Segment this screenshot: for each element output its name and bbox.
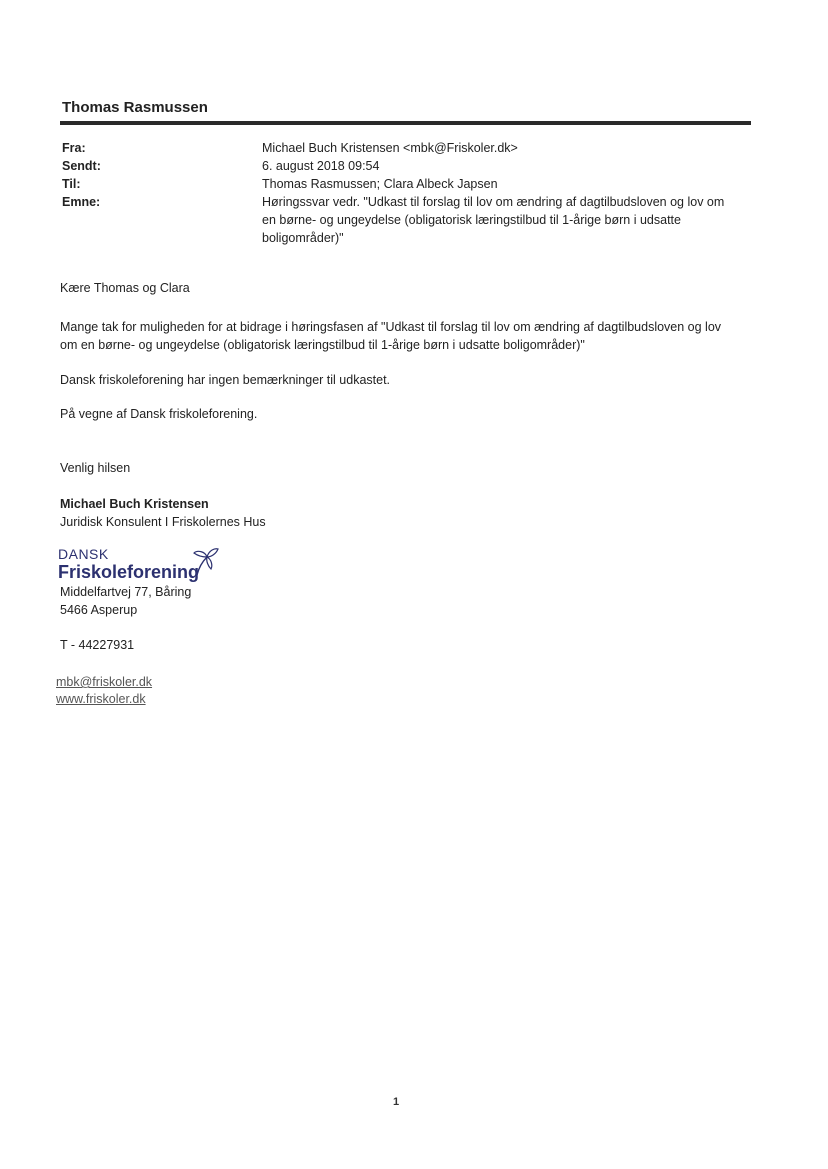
header-rule (60, 121, 751, 125)
logo-text-top: DANSK (58, 546, 109, 562)
page-number: 1 (393, 1096, 400, 1108)
phone-number: T - 44227931 (60, 638, 135, 652)
body-paragraph-1: Mange tak for muligheden for at bidrage i høringsfasen af "Udkast til forslag til lov om ændring af dagtilbudsloven og lov om en børne- og ungeydelse (obligatorisk læringstilbud til 1-årige børn i udsatte boligområder)" (60, 320, 722, 352)
address-line-2: 5466 Asperup (60, 603, 138, 617)
address-line-1: Middelfartvej 77, Båring (60, 585, 192, 599)
leaf-logo-icon (193, 547, 219, 577)
website-link[interactable]: www.friskoler.dk (56, 692, 146, 706)
to-label: Til: (62, 177, 81, 191)
greeting: Kære Thomas og Clara (60, 281, 190, 295)
sent-value: 6. august 2018 09:54 (262, 159, 380, 173)
signature-title: Juridisk Konsulent I Friskolernes Hus (60, 515, 266, 529)
logo-text-main: Friskoleforening (58, 562, 200, 582)
subject-label: Emne: (62, 195, 101, 209)
document-owner: Thomas Rasmussen (62, 99, 208, 116)
from-label: Fra: (62, 141, 86, 155)
body-paragraph-2: Dansk friskoleforening har ingen bemærkninger til udkastet. (60, 373, 391, 387)
from-value: Michael Buch Kristensen <mbk@Friskoler.dk> (262, 141, 518, 155)
closing: Venlig hilsen (60, 461, 131, 475)
subject-value: Høringssvar vedr. "Udkast til forslag til lov om ændring af dagtilbudsloven og lov om en børne- og ungeydelse (obligatorisk læringstilbud til 1-årige børn i udsatte boligområder)" (262, 195, 725, 245)
sent-label: Sendt: (62, 159, 101, 173)
email-link[interactable]: mbk@friskoler.dk (56, 675, 153, 689)
body-paragraph-3: På vegne af Dansk friskoleforening. (60, 407, 258, 421)
to-value: Thomas Rasmussen; Clara Albeck Japsen (262, 177, 498, 191)
signature-name: Michael Buch Kristensen (60, 497, 209, 511)
